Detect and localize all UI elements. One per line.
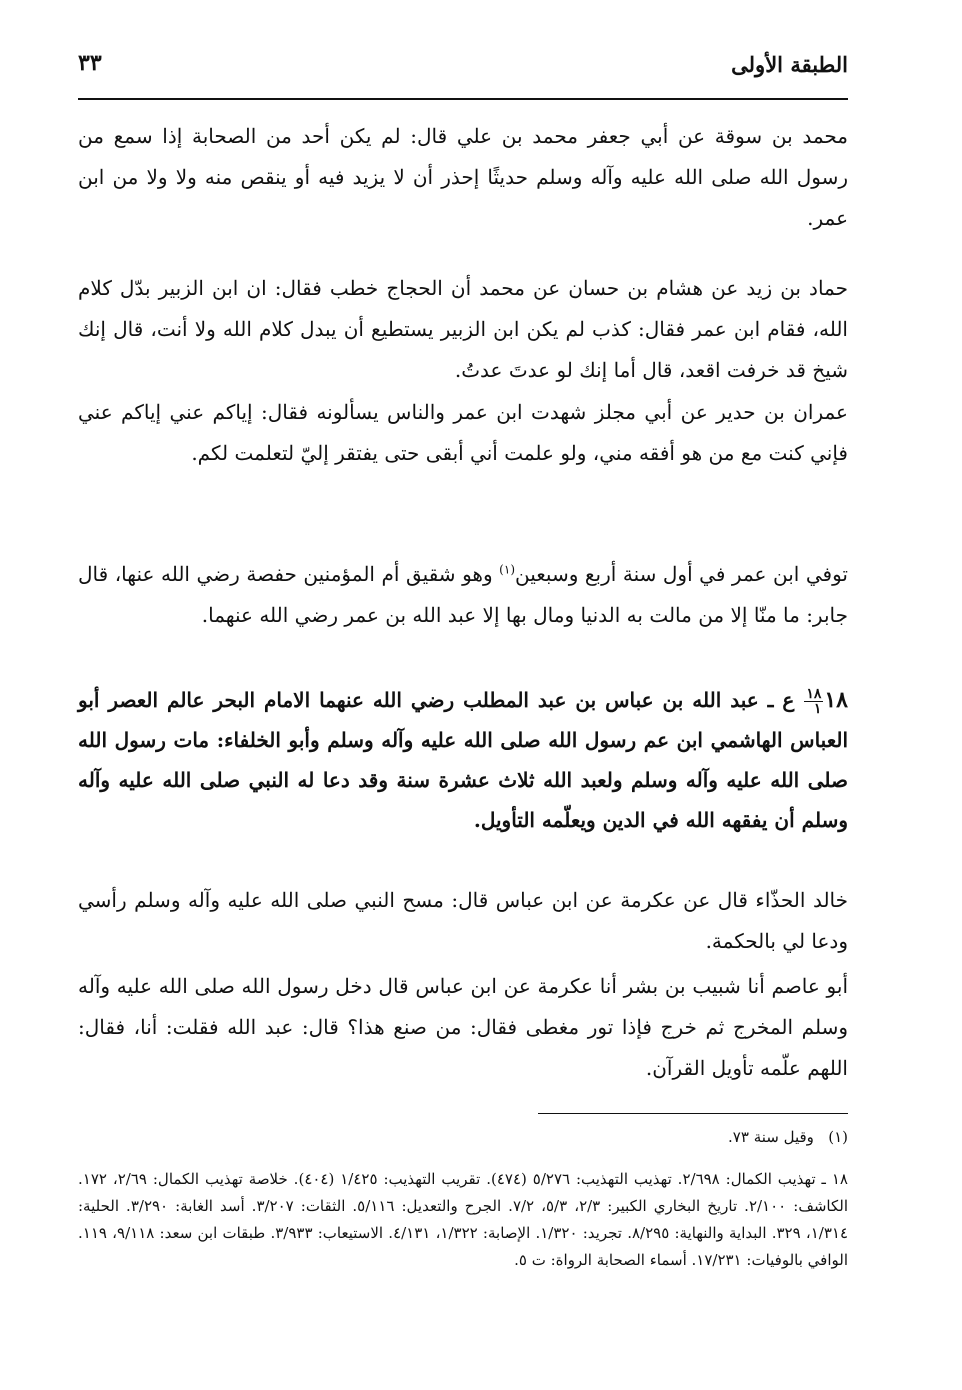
footnote — [78, 1126, 848, 1148]
paragraph-text-end: وهو شقيق أم المؤمنين حفصة رضي الله عنها، قال جابر: ما منّا إلا من مالت به الدنيا ومال بها إلا عبد الله بن عمر رضي الله عنهما. — [78, 562, 848, 627]
book-page — [78, 40, 848, 1370]
paragraph-hammad: حماد بن زيد عن هشام بن حسان عن محمد أن الحجاج خطب فقال: ان ابن الزبير بدّل كلام الله، فقام ابن عمر فقال: كذب لم يكن ابن الزبير يستطيع أن يبدل كلام الله ولا أنت، قال إنك شيخ قد خرفت اقعد، قال أما إنك لو عدتَ عدتُ. — [78, 276, 848, 382]
running-title: الطبقة الأولى — [731, 52, 848, 77]
fraction-numerator: ١٨ — [806, 686, 822, 702]
footnote-reference[interactable]: (١) — [499, 562, 515, 577]
footnote-separator — [538, 1113, 848, 1114]
paragraph-khalid: خالد الحذّاء قال عن عكرمة عن ابن عباس قال: مسح النبي صلى الله عليه وآله وسلم رأسي ودعا لي بالحكمة. — [78, 888, 848, 953]
paragraph-death-of-ibn-umar — [78, 554, 848, 636]
paragraph-text-start: توفي ابن عمر في أول سنة أربع وسبعين — [515, 562, 848, 586]
paragraph-ibn-suqa: محمد بن سوقة عن أبي جعفر محمد بن علي قال: لم يكن أحد من الصحابة إذا سمع من رسول الله صلى الله عليه وآله وسلم حديثًا إحذر أن لا يزيد فيه أو ينقص منه ولا ولا من ابن عمر. — [78, 124, 848, 230]
paragraph-abu-asim: أبو عاصم أنا شبيب بن بشر أنا عكرمة عن ابن عباس قال دخل رسول الله صلى الله عليه وآله وسلم المخرج ثم خرج فإذا تور مغطى فقال: من صنع هذا؟ قال: عبد الله فقلت: أنا، فقال: اللهم علّمه تأويل القرآن. — [78, 974, 848, 1080]
footnote-text: وقيل سنة ٧٣. — [728, 1128, 814, 1146]
fraction-denominator: ١ — [813, 701, 822, 717]
source-references: ١٨ ـ تهذيب الكمال: ٢/٦٩٨. تهذيب التهذيب: ٥/٢٧٦ (٤٧٤). تقريب التهذيب: ١/٤٢٥ (٤٠٤). خلاصة تهذيب الكمال: ٢/٦٩، ١٧٢. الكاشف: ٢/١٠٠. تاريخ البخاري الكبير: ٢/٣، ٥/٣، ٧/٢. الجرح والتعديل: ٥/١١٦. الثقات: ٣/٢٠٧. أسد الغابة: ٣/٢٩٠. الحلية: ١/٣١٤، ٣٢٩. البداية والنهاية: ٨/٢٩٥. تجريد: ١/٣٢٠. الإصابة: ١/٣٢٢، ٤/١٣١. الاستيعاب: ٣/٩٣٣. طبقات ابن سعد: ٩/١١٨، ١١٩. الوافي بالوفيات: ١٧/٢٣١. أسماء الصحابة الرواة: ت ٥. — [78, 1170, 849, 1269]
entry-heading-text: ع ـ عبد الله بن عباس بن عبد المطلب رضي الله عنهما الامام البحر عالم العصر أبو العباس الهاشمي ابن عم رسول الله صلى الله عليه وآله وسلم وأبو الخلفاء: مات رسول الله صلى الله عليه وآله وسلم ولعبد الله ثلاث عشرة سنة وقد دعا له النبي صلى الله عليه وآله وسلم أن يفقهه الله في الدين ويعلّمه التأويل. — [78, 688, 848, 832]
running-header — [78, 40, 848, 100]
paragraph-imran: عمران بن حدير عن أبي مجلز شهدت ابن عمر والناس يسألونه فقال: إياكم عني إياكم عني فإني كنت مع من هو أفقه مني، ولو علمت أني أبقى حتى يفتقر إليّ لتعلمت لكم. — [78, 400, 848, 465]
page-number: ٣٣ — [78, 50, 102, 76]
footnote-marker: (١) — [828, 1128, 848, 1146]
biography-entry-ibn-abbas — [78, 680, 848, 840]
entry-fraction — [804, 687, 823, 716]
entry-number: ١٨ — [824, 687, 848, 713]
